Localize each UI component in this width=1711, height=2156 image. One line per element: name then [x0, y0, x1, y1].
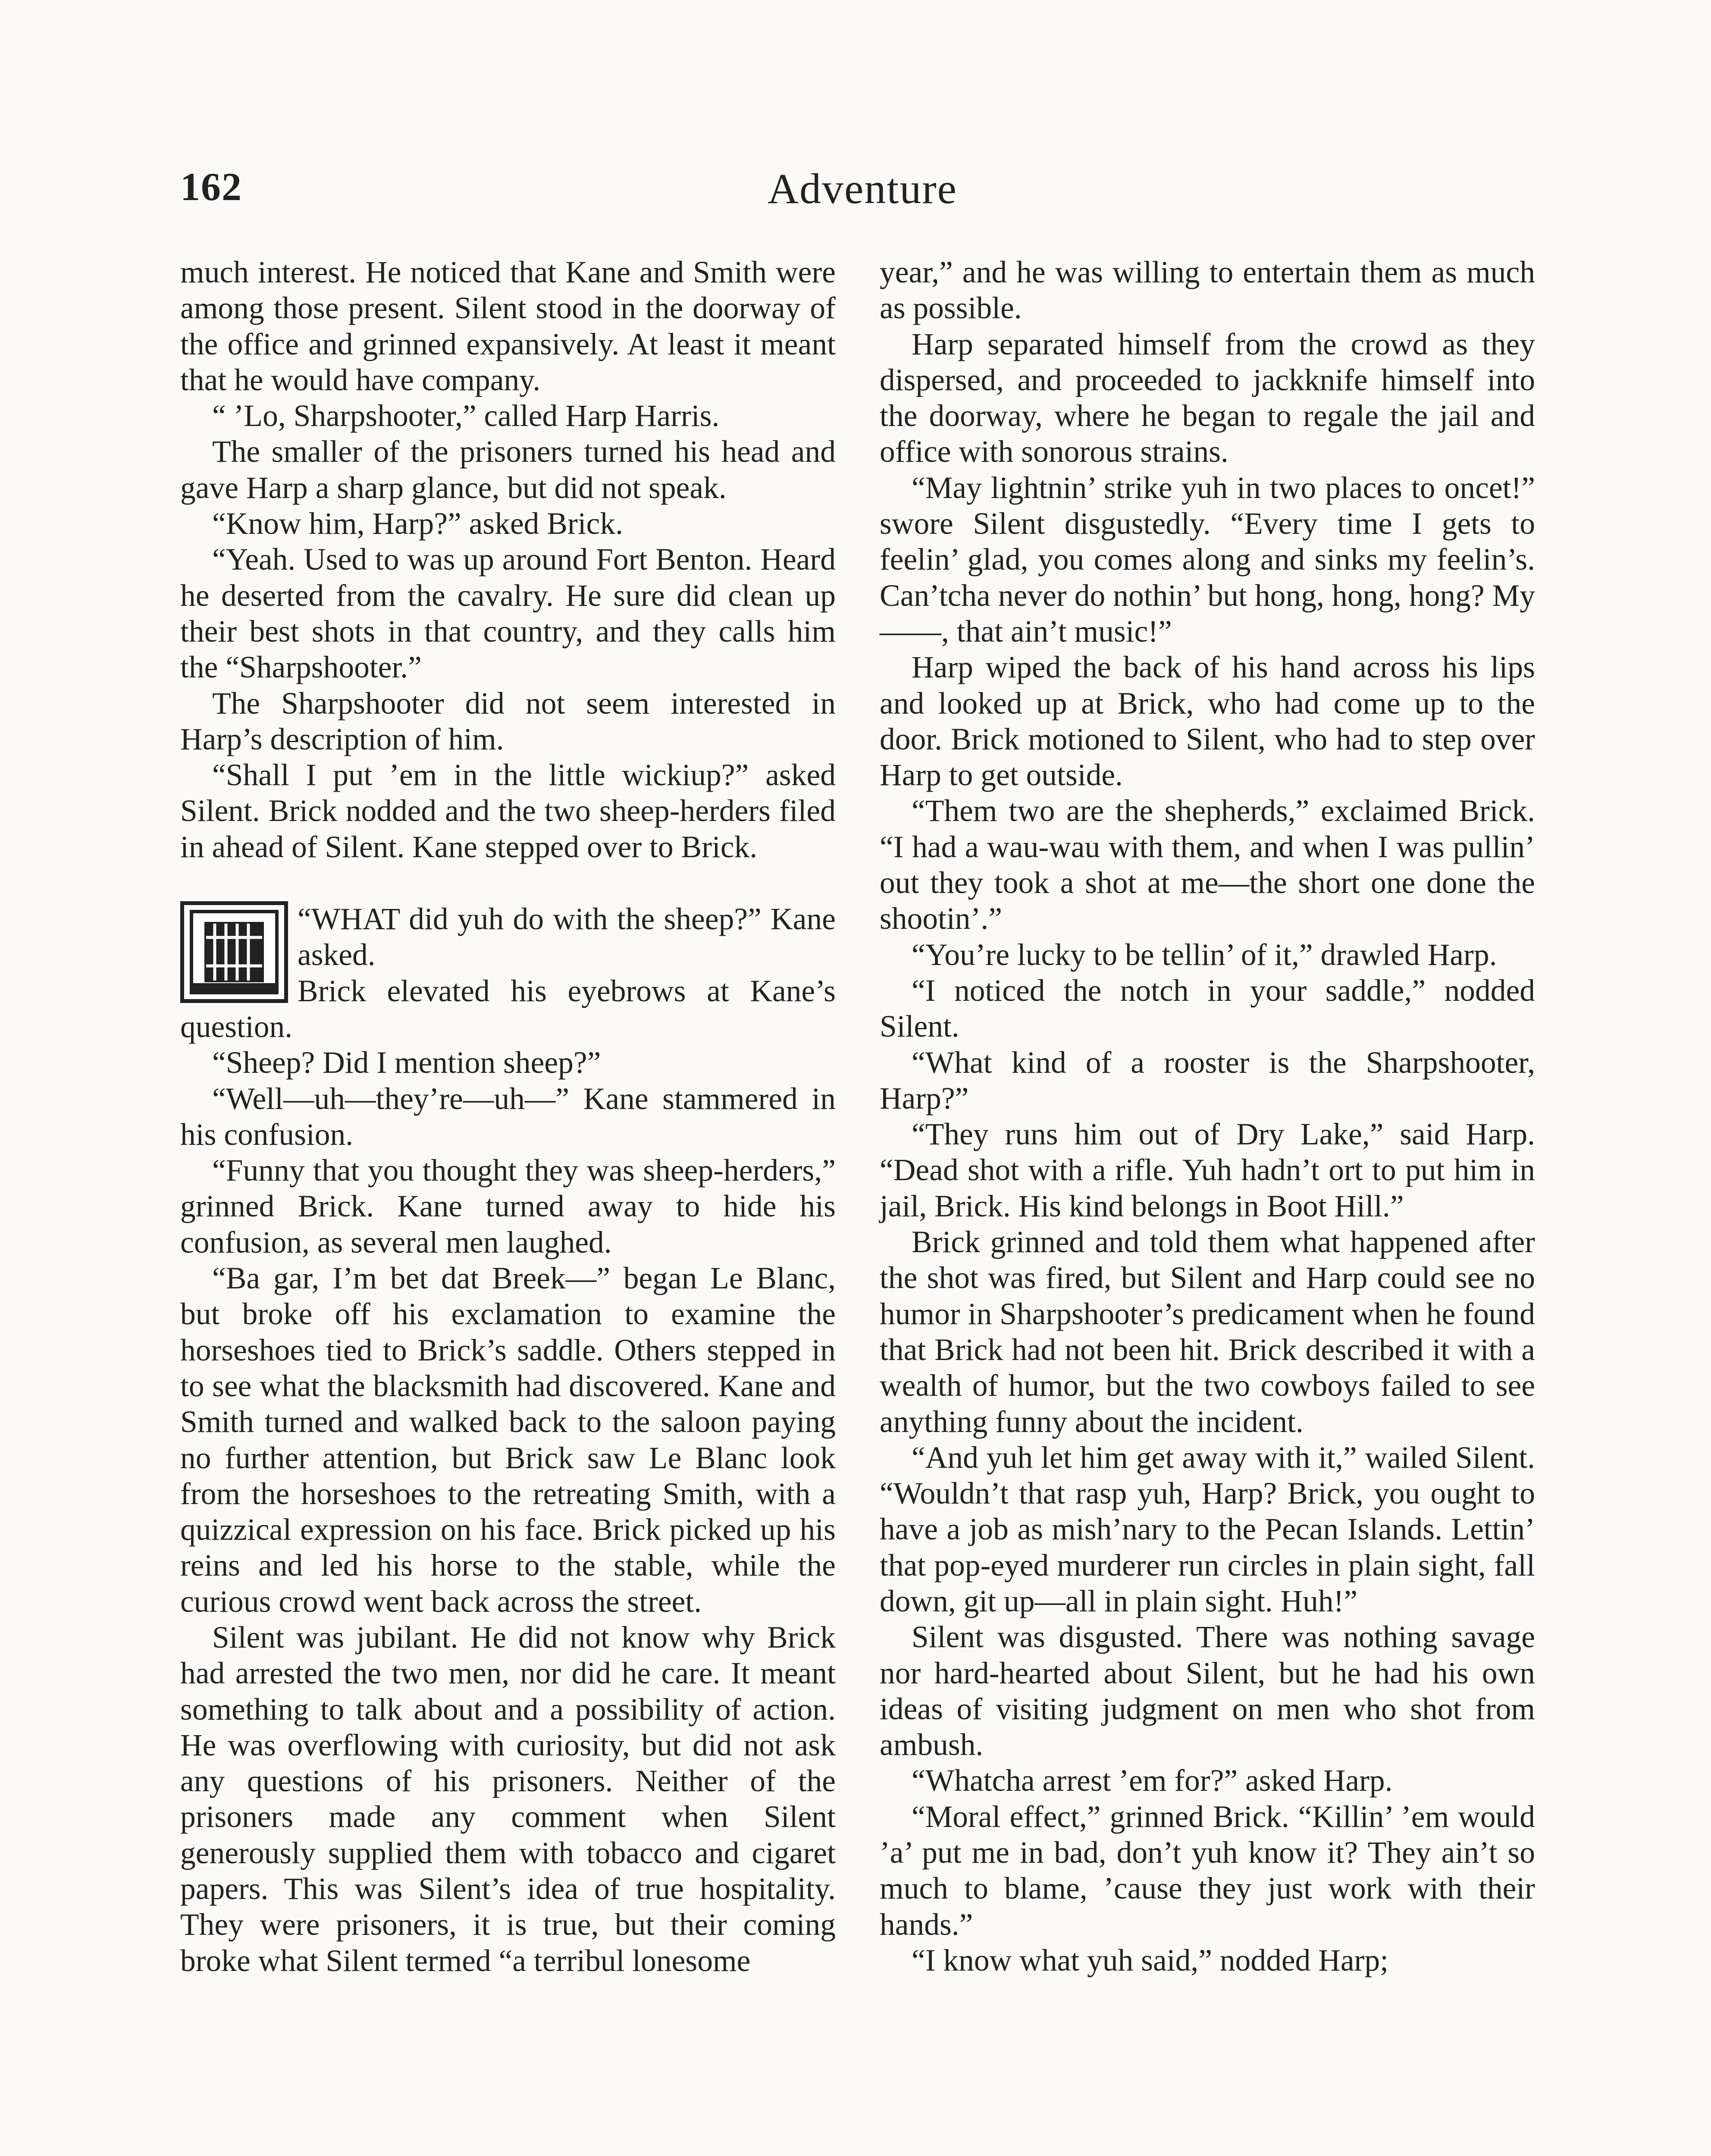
paragraph: “Sheep? Did I mention sheep?”	[212, 1046, 601, 1080]
paragraph: “Moral effect,” grinned Brick. “Killin’ ’em would ’a’ put me in bad, don’t yuh know it? They ain’t so much to blame, ’cause they just work with their hands.”	[880, 1799, 1535, 1942]
paragraph: “Them two are the shepherds,” exclaimed Brick. “I had a wau-wau with them, and when I was pullin’ out they took a shot at me—the short one done the shootin’.”	[880, 794, 1535, 936]
paragraph: Silent was jubilant. He did not know why Brick had arrested the two men, nor did he care. It meant something to talk about and a possibility of action. He was overflowing with curiosity, but did not ask any questions of his prisoners. Neither of the prisoners made any comment when Silent generously supplied them with tobacco and cigaret papers. This was Silent’s idea of true hospitality. They were prisoners, it is true, but their coming broke what Silent termed “a terribul lonesome	[180, 1620, 836, 1978]
paragraph: “And yuh let him get away with it,” wailed Silent. “Wouldn’t that rasp yuh, Harp? Brick, you ought to have a job as mish’nary to the Pecan Islands. Lettin’ that pop-eyed murderer run circles in plain sight, fall down, git up—all in plain sight. Huh!”	[880, 1440, 1535, 1618]
paragraph: The smaller of the prisoners turned his head and gave Harp a sharp glance, but did not speak.	[180, 435, 836, 505]
page-number: 162	[180, 165, 242, 209]
paragraph: “I know what yuh said,” nodded Harp;	[912, 1943, 1388, 1977]
paragraph: “Yeah. Used to was up around Fort Benton. Heard he deserted from the cavalry. He sure did clean up their best shots in that country, and they calls him the “Sharpshooter.”	[180, 542, 836, 685]
paragraph: Brick elevated his eyebrows at Kane’s question.	[180, 974, 836, 1044]
paragraph: Harp wiped the back of his hand across his lips and looked up at Brick, who had come up to the door. Brick motioned to Silent, who had to step over Harp to get outside.	[880, 650, 1535, 793]
magazine-title: Adventure	[767, 165, 958, 213]
paragraph: “You’re lucky to be tellin’ of it,” drawled Harp.	[912, 937, 1497, 972]
paragraph: “ ’Lo, Sharpshooter,” called Harp Harris.	[212, 399, 720, 433]
paragraph: “Know him, Harp?” asked Brick.	[212, 507, 624, 541]
paragraph: “I noticed the notch in your saddle,” nodded Silent.	[880, 973, 1535, 1044]
paragraph: Harp separated himself from the crowd as they dispersed, and proceeded to jackknife himself into the doorway, where he began to regale the jail and office with sonorous strains.	[880, 327, 1535, 469]
jail-window-icon	[180, 901, 288, 1003]
paragraph: “What kind of a rooster is the Sharpshooter, Harp?”	[880, 1045, 1535, 1116]
paragraph: “Ba gar, I’m bet dat Breek—” began Le Blanc, but broke off his exclamation to examine the horseshoes tied to Brick’s saddle. Others stepped in to see what the blacksmith had discovered. Kane and Smith turned and walked back to the saloon paying no further attention, but Brick saw Le Blanc look from the horseshoes to the retreating Smith, with a quizzical expression on his face. Brick picked up his reins and led his horse to the stable, while the curious crowd went back across the street.	[180, 1261, 836, 1619]
paragraph: “Shall I put ’em in the little wickiup?” asked Silent. Brick nodded and the two sheep-herders filed in ahead of Silent. Kane stepped over to Brick.	[180, 758, 836, 864]
paragraph: much interest. He noticed that Kane and Smith were among those present. Silent stood in the doorway of the office and grinned expansively. At least it meant that he would have company.	[180, 255, 836, 397]
paragraph: “WHAT did yuh do with the sheep?” Kane asked.	[298, 902, 836, 972]
right-column	[880, 254, 1535, 1978]
paragraph: Silent was disgusted. There was nothing savage nor hard-hearted about Silent, but he had his own ideas of visiting judgment on men who shot from ambush.	[880, 1620, 1535, 1762]
paragraph: Brick grinned and told them what happened after the shot was fired, but Silent and Harp could see no humor in Sharpshooter’s predicament when he found that Brick had not been hit. Brick described it with a wealth of humor, but the two cowboys failed to see anything funny about the incident.	[880, 1225, 1535, 1439]
paragraph: The Sharpshooter did not seem interested in Harp’s description of him.	[180, 686, 836, 756]
paragraph: “Funny that you thought they was sheep-herders,” grinned Brick. Kane turned away to hide his confusion, as several men laughed.	[180, 1153, 836, 1260]
paragraph: year,” and he was willing to entertain them as much as possible.	[880, 255, 1535, 326]
section-break	[180, 901, 836, 1045]
paragraph: “May lightnin’ strike yuh in two places to oncet!” swore Silent disgustedly. “Every time I gets to feelin’ glad, you comes along and sinks my feelin’s. Can’tcha never do nothin’ but hong, hong, hong? My ——, that ain’t music!”	[880, 470, 1535, 649]
paragraph: “They runs him out of Dry Lake,” said Harp. “Dead shot with a rifle. Yuh hadn’t ort to put him in jail, Brick. His kind belongs in Boot Hill.”	[880, 1117, 1535, 1223]
paragraph: “Well—uh—they’re—uh—” Kane stammered in his confusion.	[180, 1081, 836, 1152]
left-column	[180, 254, 836, 1979]
page-header	[180, 164, 1545, 229]
paragraph: “Whatcha arrest ’em for?” asked Harp.	[912, 1764, 1393, 1798]
